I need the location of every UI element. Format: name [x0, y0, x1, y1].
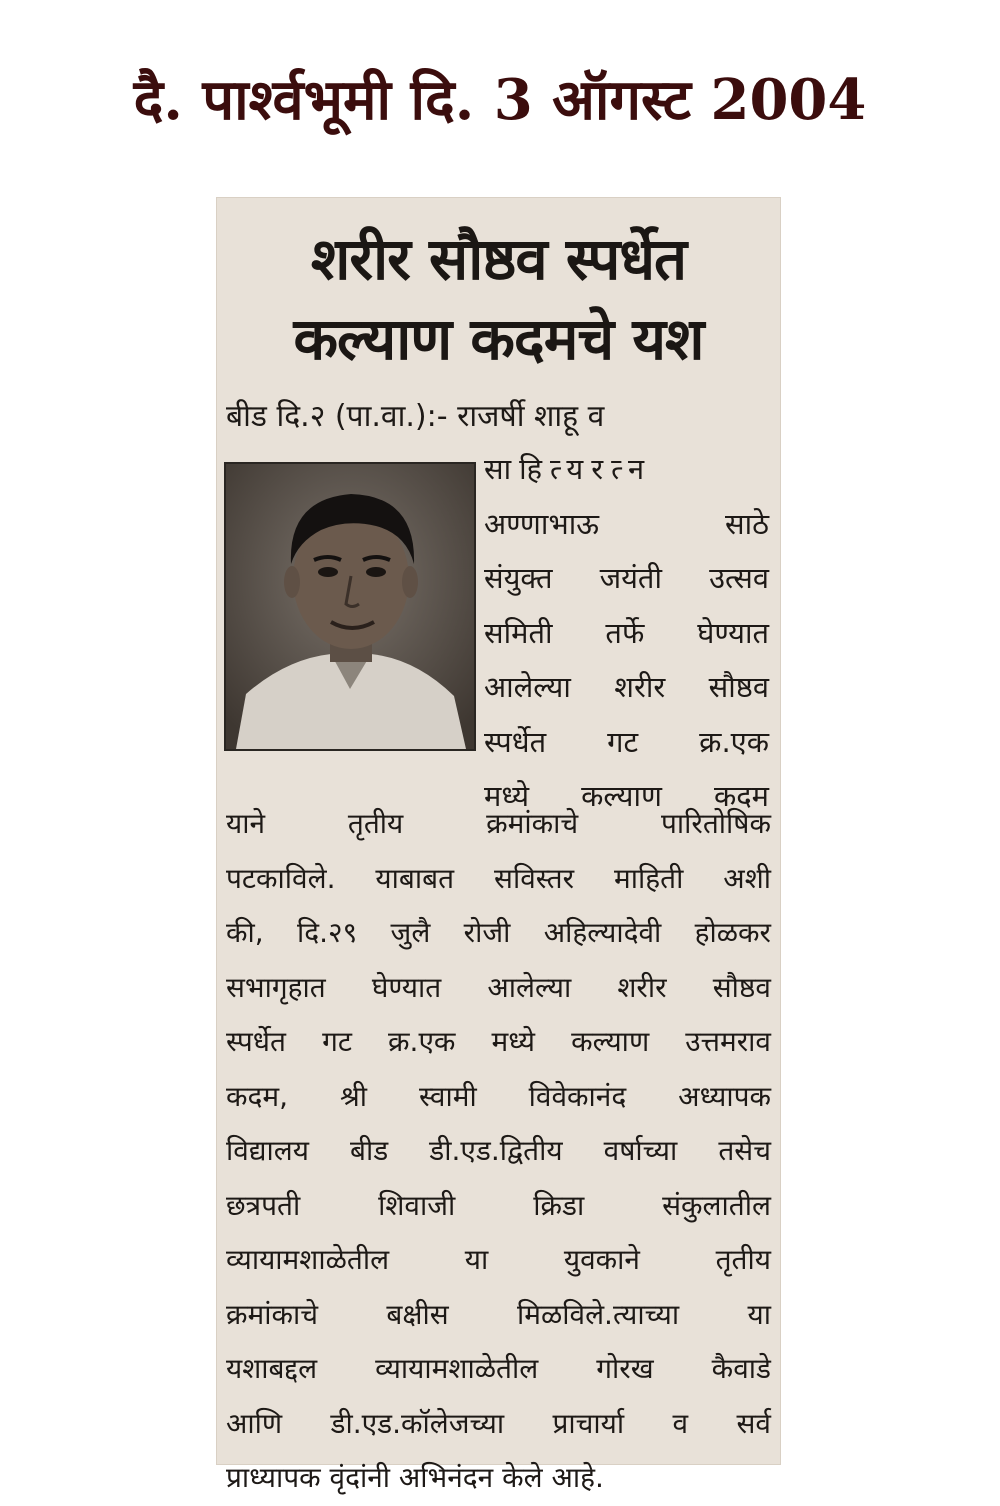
portrait-photo-icon [226, 464, 474, 749]
body-line: क्रमांकाचे बक्षीस मिळविले.त्याच्या या [226, 1297, 771, 1331]
body-line: यशाबद्दल व्यायामशाळेतील गोरख कैवाडे [226, 1352, 771, 1385]
headline-line-2: कल्याण कदमचे यश [293, 305, 704, 373]
body-line: छत्रपती शिवाजी क्रिडा संकुलातील [226, 1188, 771, 1222]
body-line: मध्ये कल्याण कदम [484, 779, 769, 813]
headline-line-1: शरीर सौष्ठव स्पर्धेत [310, 225, 687, 293]
newspaper-clipping [216, 197, 781, 1494]
dateline: बीड दि.२ (पा.वा.):- राजर्षी शाहू व [226, 399, 605, 434]
body-line: संयुक्त जयंती उत्सव [484, 561, 769, 595]
body-line: साहित्यरत्न [484, 452, 653, 486]
body-line: स्पर्धेत गट क्र.एक मध्ये कल्याण उत्तमराव [226, 1025, 771, 1058]
body-line: स्पर्धेत गट क्र.एक [484, 724, 769, 759]
body-line: प्राध्यापक वृंदांनी अभिनंदन केले आहे. [226, 1461, 604, 1494]
body-line: सभागृहात घेण्यात आलेल्या शरीर सौष्ठव [226, 970, 771, 1004]
body-line: पटकाविले. याबाबत सविस्तर माहिती अशी [226, 861, 771, 895]
article-body-wrapped [484, 442, 769, 824]
body-line: की, दि.२९ जुलै रोजी अहिल्यादेवी होळकर [226, 916, 771, 949]
body-line: कदम, श्री स्वामी विवेकानंद अध्यापक [226, 1079, 771, 1113]
body-line: विद्यालय बीड डी.एड.द्वितीय वर्षाच्या तसेच [226, 1134, 771, 1167]
portrait-photo [224, 462, 476, 751]
body-line: आणि डी.एड.कॉलेजच्या प्राचार्या व सर्व [226, 1406, 771, 1440]
source-header: दै. पार्श्वभूमी दि. 3 ऑगस्ट 2004 [133, 67, 867, 133]
body-line: याने तृतीय क्रमांकाचे पारितोषिक [226, 807, 771, 840]
body-line: व्यायामशाळेतील या युवकाने तृतीय [226, 1243, 771, 1276]
article-body-full [226, 797, 771, 1506]
body-line: आलेल्या शरीर सौष्ठव [484, 670, 769, 704]
body-line: अण्णाभाऊ साठे [484, 506, 769, 541]
body-line: समिती तर्फे घेण्यात [484, 615, 769, 650]
